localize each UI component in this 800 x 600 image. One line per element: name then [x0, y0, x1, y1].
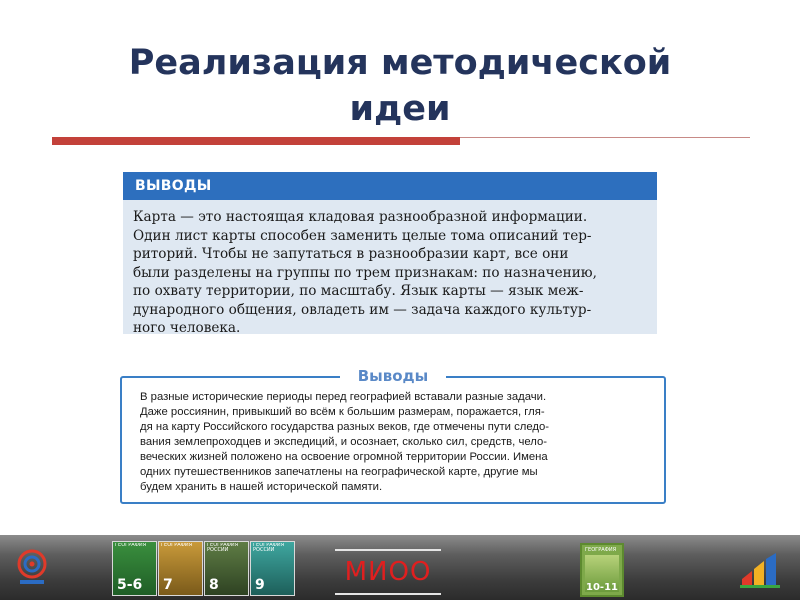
- textbook-cover-grade-5-6: [112, 541, 157, 596]
- slide-title-line-2: идеи: [349, 89, 451, 129]
- textbook-title: ГЕОГРАФИЯ РОССИИ: [253, 543, 285, 553]
- textbook-grade: 10-11: [586, 582, 618, 593]
- mioo-logo-text: МИОО: [344, 557, 432, 587]
- textbook-cover-grade-10-11: [580, 543, 624, 597]
- text-line: риторий. Чтобы не запутаться в разнообразии карт, все они: [133, 246, 569, 262]
- textbook-grade: 9: [255, 577, 265, 593]
- slide-title: [0, 40, 800, 132]
- textbook-grade: 5-6: [117, 577, 143, 593]
- title-underline-thin: [460, 137, 750, 138]
- publisher-logo-icon: [738, 549, 784, 589]
- slide-footer: [0, 535, 800, 600]
- conclusions-box-1-text: [123, 200, 657, 338]
- conclusions-box-1-header: ВЫВОДЫ: [123, 172, 657, 200]
- slide-title-line-1: Реализация методической: [128, 43, 672, 83]
- conclusions-box-2-header: Выводы: [340, 366, 446, 386]
- textbook-grade: 7: [163, 577, 173, 593]
- text-line: вания землепроходцев и экспедиций, и осознает, сколько сил, средств, чело-: [140, 436, 547, 448]
- text-line: Один лист карты способен заменить целые тома описаний тер-: [133, 227, 592, 244]
- institute-emblem-icon: [14, 547, 50, 587]
- text-line: по охвату территории, по масштабу. Язык карты — язык меж-: [133, 283, 584, 299]
- textbook-title: ГЕОГРАФИЯ: [161, 543, 193, 548]
- conclusions-box-1: [123, 172, 657, 334]
- textbook-title: ГЕОГРАФИЯ: [585, 547, 617, 553]
- textbook-grade: 8: [209, 577, 219, 593]
- textbook-cover-grade-7: [158, 541, 203, 596]
- text-line: Карта — это настоящая кладовая разнообразной информации.: [133, 209, 588, 225]
- mioo-logo: [335, 549, 441, 595]
- text-line: дя на карту Российского государства разных веков, где отмечены пути следо-: [140, 421, 550, 433]
- conclusions-box-2-text: [140, 390, 660, 495]
- text-line: были разделены на группы по трем признакам: по назначению,: [133, 264, 597, 281]
- textbook-cover-grade-8: [204, 541, 249, 596]
- text-line: Даже россиянин, привыкший во всём к большим размерам, поражается, гля-: [140, 406, 545, 418]
- title-underline-thick: [52, 137, 460, 145]
- text-line: ного человека.: [133, 320, 241, 336]
- textbook-title: ГЕОГРАФИЯ РОССИИ: [207, 543, 239, 553]
- textbook-cover-grade-9: [250, 541, 295, 596]
- text-line: В разные исторические периоды перед географией вставали разные задачи.: [140, 391, 547, 403]
- text-line: веческих жизней положено на освоение огромной территории России. Имена: [140, 451, 548, 463]
- text-line: дународного общения, овладеть им — задача каждого культур-: [133, 301, 592, 318]
- text-line: будем хранить в нашей исторической памяти.: [140, 481, 383, 493]
- text-line: одних путешественников запечатлены на географической карте, другие мы: [140, 466, 538, 478]
- textbook-title: ГЕОГРАФИЯ: [115, 543, 147, 548]
